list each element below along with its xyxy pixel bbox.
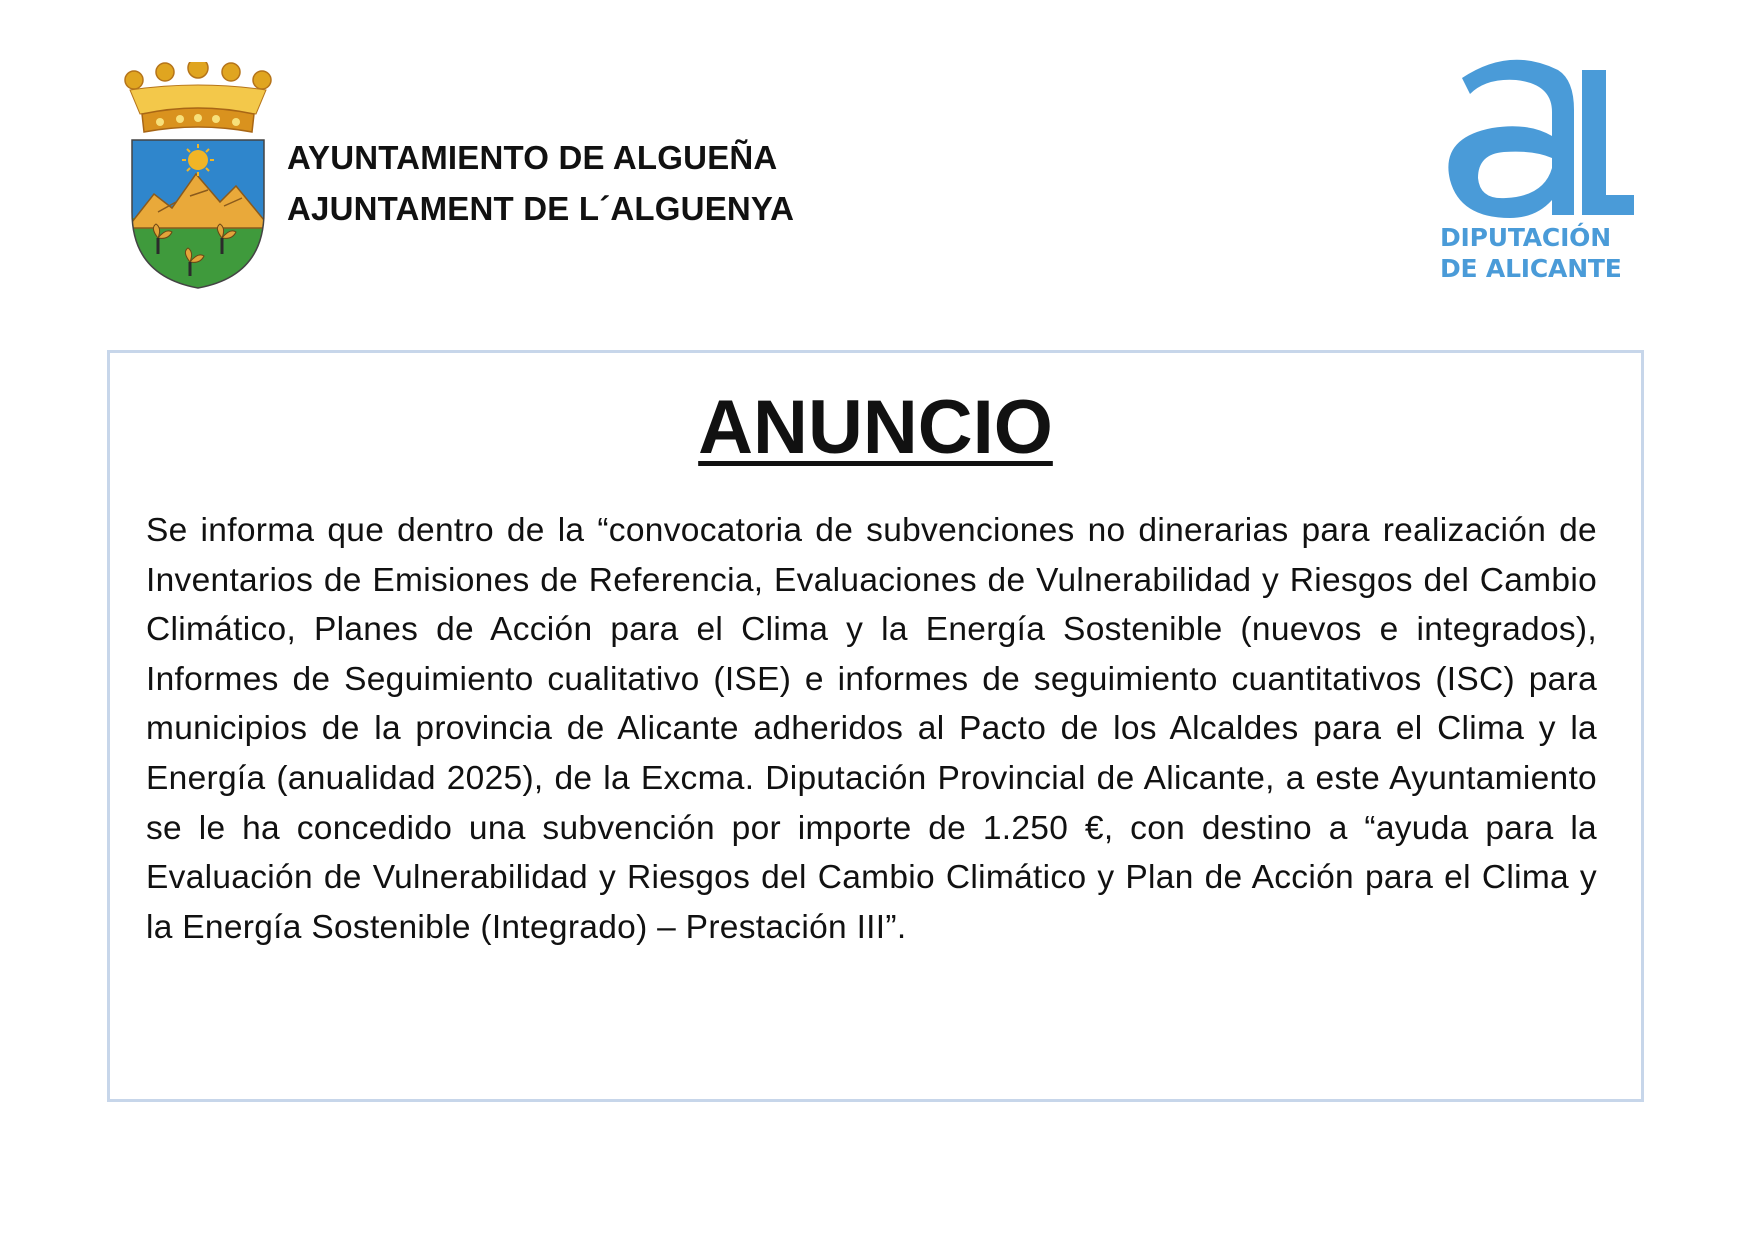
page-header — [0, 0, 1755, 330]
notice-body: Se informa que dentro de la “convocatoria de subvenciones no dinerarias para realización de Inventarios de Emisiones de Referencia, Evaluaciones de Vulnerabilidad y Riesgos del Cambio Climático, Planes de Acción para el Clima y la Energía Sostenible (nuevos e integrados), Informes de Seguimiento cualitativo (ISE) e informes de seguimiento cuantitativos (ISC) para municipios de la provincia de Alicante adheridos al Pacto de los Alcaldes para el Clima y la Energía (anualidad 2025), de la Excma. Diputación Provincial de Alicante, a este Ayuntamiento se le ha concedido una subvención por importe de 1.250 €, con destino a “ayuda para la Evaluación de Vulnerabilidad y Riesgos del Cambio Climático y Plan de Acción para el Clima y la Energía Sostenible (Integrado) – Prestación III”. — [146, 512, 1597, 946]
algueña-coat-of-arms-icon — [124, 62, 272, 290]
organization-names — [287, 132, 794, 234]
notice-title — [110, 383, 1641, 473]
diputacion-alicante-logo-icon — [1440, 50, 1640, 288]
organization-name-es: AYUNTAMIENTO DE ALGUEÑA — [287, 139, 778, 176]
organization-name-va: AJUNTAMENT DE L´ALGUENYA — [287, 190, 795, 227]
diputacion-logo-line2: DE ALICANTE — [1440, 254, 1622, 283]
diputacion-logo-line1: DIPUTACIÓN — [1440, 223, 1611, 252]
notice-title-text: ANUNCIO — [698, 385, 1053, 470]
notice-box — [107, 350, 1644, 1102]
diputacion-alicante-logo-text — [1440, 222, 1640, 284]
